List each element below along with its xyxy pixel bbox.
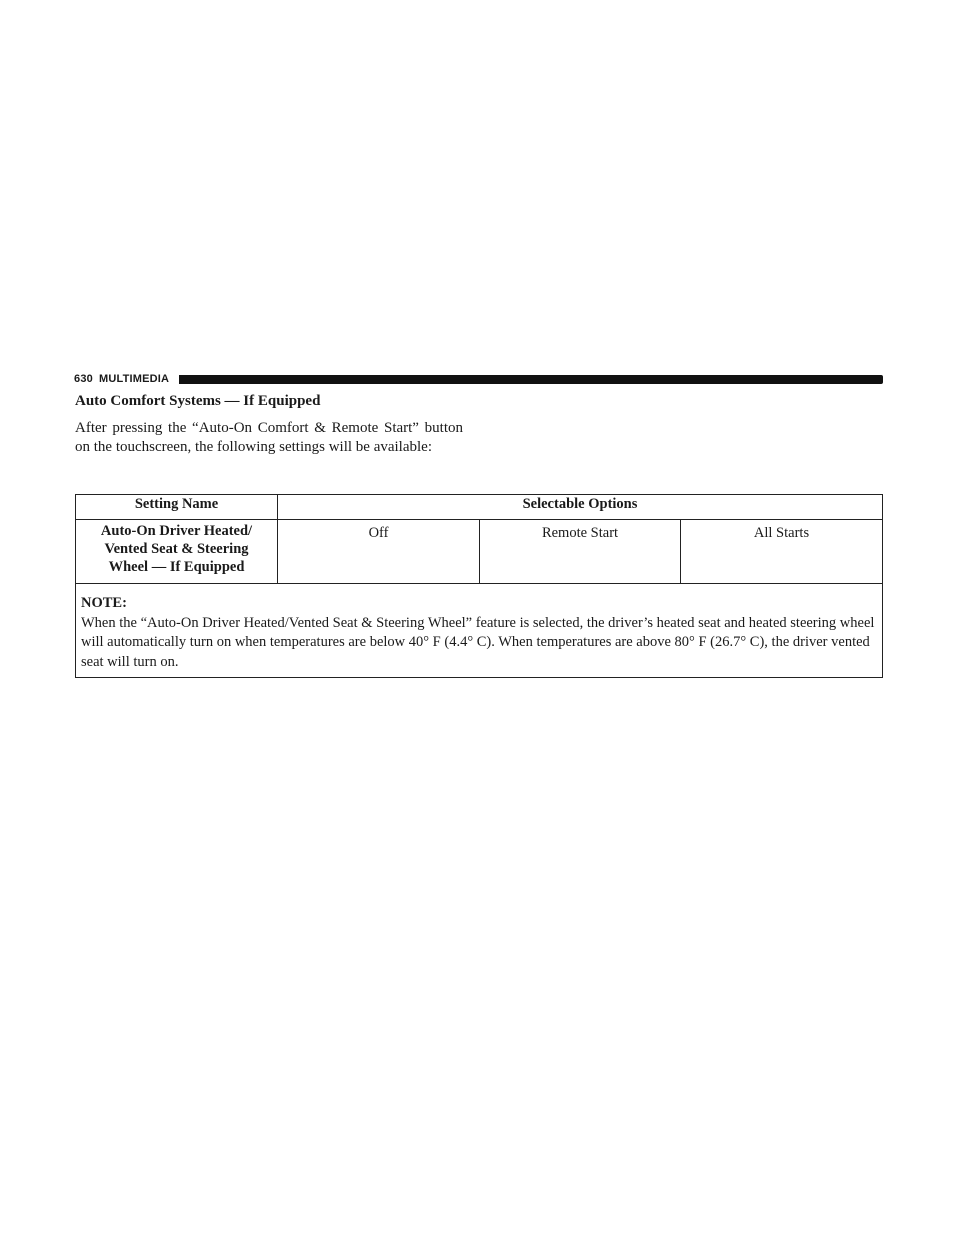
setting-name-line: Vented Seat & Steering [104,541,249,557]
header-setting-name: Setting Name [76,495,278,520]
page-title: Auto Comfort Systems — If Equipped [75,393,321,409]
note-text: When the “Auto-On Driver Heated/Vented Seat & Steering Wheel” feature is selected, the driver’s heated seat and heated steering wheel will automatically turn on when temperatures are below 40° F (4.4° C). When temperatures are above 80° F (26.7° C), the driver vented seat will turn on. [81,614,875,670]
table-header-row [76,495,883,520]
setting-name-line: Auto-On Driver Heated/ [100,523,253,539]
option-all-starts: All Starts [681,520,883,584]
note-cell [76,584,883,678]
header-rule [179,375,883,384]
section-title: MULTIMEDIA [98,373,170,385]
table-row [76,520,883,584]
setting-name-cell [76,520,278,584]
setting-name-line: Wheel — If Equipped [108,559,245,575]
note-row [76,584,883,678]
option-remote-start: Remote Start [480,520,681,584]
page-number: 630 [74,373,93,385]
intro-paragraph: After pressing the “Auto-On Comfort & Remote Start” button on the touchscreen, the following settings will be available: [75,420,463,455]
page-header [74,372,883,386]
note-label: NOTE: [81,595,127,611]
header-selectable-options: Selectable Options [278,495,883,520]
settings-table [75,494,883,678]
option-off: Off [278,520,480,584]
